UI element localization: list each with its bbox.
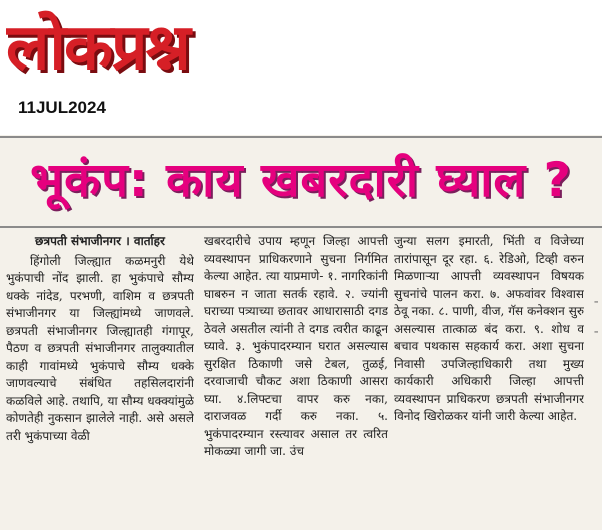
article-dateline: छत्रपती संभाजीनगर । वार्ताहर <box>35 234 165 248</box>
fold-marks: - - <box>592 294 601 340</box>
article-paragraph: खबरदारीचे उपाय म्हणून जिल्हा आपत्ती व्यवस्थापन प्राधिकरणाने सुचना निर्गमित केल्या आहेत. त्या याप्रमाणे- १. नागरिकांनी घाबरुन न जाता सतर्क रहावे. २. ज्यांनी घराच्या पत्र्याच्या छतावर आधारासाठी दगड ठेवले असतील त्यांनी ते दगड त्वरीत काढून घ्यावे. ३. भुकंपादरम्यान घरात असल्यास सुरक्षित ठिकाणी जसे टेबल, तुळई, दरवाजाची चौकट अशा ठिकाणी आसरा घ्या. ४.लिफ्टचा वापर करु नका, दाराजवळ गर्दी करु नका. ५. भुकंपादरम्यान रस्त्यावर असाल तर त्वरित मोकळ्या जागी जा. उंच <box>204 234 388 458</box>
article-column-3 <box>394 233 584 523</box>
headline-divider <box>0 226 602 228</box>
article-paragraph: जुन्या सलग इमारती, भिंती व विजेच्या तारांपासून दूर रहा. ६. रेडिओ, टिव्ही वरुन मिळणाऱ्या आपत्ती व्यवस्थापन विषयक सुचनांचे पालन करा. ७. अफवांवर विश्वास ठेवू नका. ८. पाणी, वीज, गॅस कनेक्शन सुरु असल्यास तात्काळ बंद करा. ९. शोध व बचाव पथकास सहकार्य करा. अशा सुचना निवासी उपजिल्हाधिकारी तथा मुख्य कार्यकारी अधिकारी जिल्हा आपत्ती व्यवस्थापन प्राधिकरण छत्रपती संभाजीनगर विनोद खिरोळकर यांनी जारी केल्या आहेत. <box>394 234 584 423</box>
masthead <box>0 0 602 135</box>
article-column-1 <box>6 233 194 523</box>
top-divider <box>0 136 602 138</box>
article-column-2 <box>204 233 388 523</box>
newspaper-logo: लोकप्रश्न <box>6 11 189 85</box>
article-paragraph: हिंगोली जिल्ह्यात कळमनुरी येथे भुकंपाची नोंद झाली. हा भुकंपाचे सौम्य धक्के नांदेड, परभणी, वाशिम व छत्रपती संभाजीनगर या जिल्ह्यांमध्ये जाणवले. छत्रपती संभाजीनगर जिल्ह्यातही गंगापूर, पैठण व छत्रपती संभाजीनगर तालुक्यातील काही गावांमध्ये भुकंपाचे सौम्य धक्के जाणवल्याचे संबंधित तहसिलदारांनी कळविले आहे. तथापि, या सौम्य धक्क्यांमुळे कोणतेही नुकसान झालेले नाही. असे असले तरी भुकंपाच्या वेळी <box>6 253 194 443</box>
publication-date: 11JUL2024 <box>18 98 106 117</box>
article-headline: भूकंप: काय खबरदारी घ्याल ? <box>30 153 572 208</box>
